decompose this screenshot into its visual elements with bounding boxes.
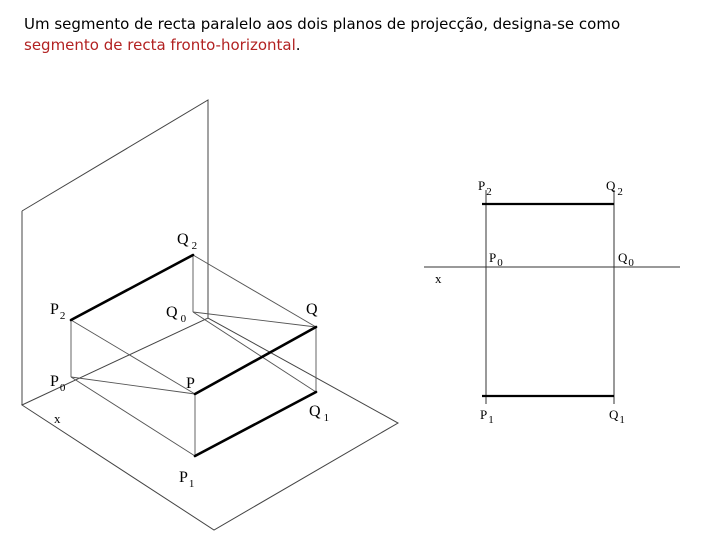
label-p2: $P_2$: [50, 301, 66, 322]
isometric-labels: [50, 231, 329, 490]
horizontal-plane: [22, 318, 398, 530]
vertical-plane: [22, 100, 208, 318]
caption-highlight: segmento de recta fronto-horizontal: [24, 36, 296, 54]
epure-view: [424, 190, 680, 404]
line-p0-p1: [71, 377, 195, 456]
line-p2-p: [71, 320, 195, 394]
label-p2-epure: $P_2$: [478, 178, 492, 198]
label-q1: Q $_1$: [309, 403, 330, 424]
label-p1-epure: $P_1$: [480, 407, 494, 426]
label-p1: $P_1$: [179, 469, 195, 490]
label-x-epure: x: [435, 271, 442, 286]
caption-end: .: [295, 36, 301, 54]
label-p0: $P_0$: [50, 373, 66, 394]
line-q2-q: [193, 255, 316, 327]
label-q: Q: [306, 301, 318, 318]
label-x-isometric: x: [54, 411, 61, 426]
label-q2: Q $_2$: [177, 231, 198, 252]
line-q0-q1: [193, 312, 316, 392]
segment-p1q1: [195, 392, 316, 456]
label-p: P: [186, 375, 195, 392]
isometric-segments: [71, 255, 316, 456]
label-q0: Q $_0$: [166, 304, 187, 325]
line-p0-p: [71, 377, 195, 394]
label-p0-epure: $P_0$: [489, 250, 503, 269]
label-q2-epure: Q $_2$: [606, 178, 623, 198]
segment-pq: [195, 327, 316, 394]
isometric-construction: [71, 255, 316, 456]
epure-labels: [435, 178, 634, 426]
epure-segments: [482, 204, 614, 396]
label-q1-epure: $Q_1$: [609, 407, 625, 426]
label-q0-epure: $Q_0$: [618, 250, 634, 269]
caption-line1: Um segmento de recta paralelo aos dois planos de projecção, designa-se como: [24, 15, 621, 33]
